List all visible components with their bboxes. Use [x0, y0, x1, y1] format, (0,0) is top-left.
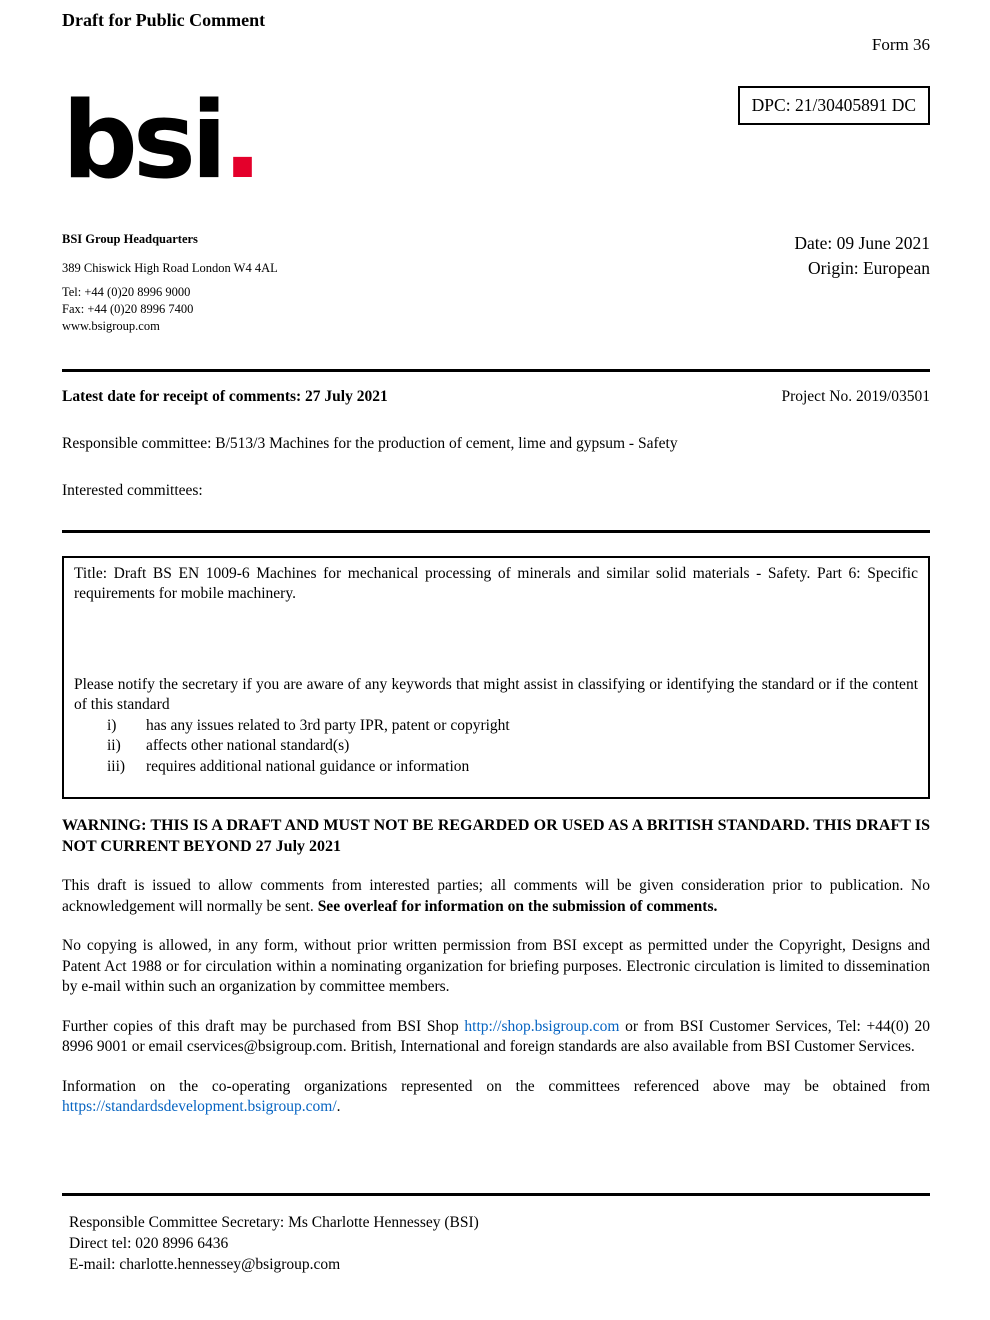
keyword-item-number: ii) — [107, 737, 121, 754]
cooperating-paragraph-text-post: . — [336, 1098, 341, 1115]
cooperating-paragraph-text: Information on the co-operating organizations represented on the committees referenced above may be obtained from — [62, 1077, 930, 1095]
comments-paragraph-bold: See overleaf for information on the submission of comments. — [317, 897, 718, 915]
latest-date-row — [62, 387, 930, 408]
divider-middle — [62, 530, 930, 533]
divider-top — [62, 369, 930, 372]
dpc-number-box — [738, 86, 930, 125]
headquarters-block — [62, 231, 278, 335]
project-number: Project No. 2019/03501 — [781, 388, 930, 405]
hq-website: www.bsigroup.com — [62, 319, 160, 333]
copyright-paragraph: No copying is allowed, in any form, without prior written permission from BSI except as permitted under the Copyright, Designs and Patent Act 1988 or for circulation within a nominating organization for briefing purposes. Electronic circulation is limited to dissemination by e-mail within such an organization by committee members. — [62, 937, 930, 995]
direct-tel-line: Direct tel: 020 8996 6436 — [69, 1234, 229, 1252]
keyword-item-number: iii) — [107, 757, 126, 775]
document-header — [62, 0, 930, 369]
bsi-shop-link[interactable]: http://shop.bsigroup.com — [464, 1017, 620, 1035]
keywords-notice: Please notify the secretary if you are aware of any keywords that might assist in classifying or identifying the standard or if the content of this standard — [74, 675, 918, 713]
title-box — [62, 556, 930, 800]
footer-block — [62, 1212, 930, 1275]
origin-line: Origin: European — [808, 258, 930, 278]
email-line: E-mail: charlotte.hennessey@bsigroup.com — [69, 1255, 341, 1273]
draft-for-public-comment-heading: Draft for Public Comment — [62, 10, 266, 30]
keyword-item-text: affects other national standard(s) — [146, 737, 350, 754]
keyword-item-text: requires additional national guidance or information — [146, 757, 470, 775]
keyword-list — [74, 716, 918, 778]
interested-committees-line: Interested committees: — [62, 482, 203, 499]
hq-address: 389 Chiswick High Road London W4 4AL — [62, 261, 278, 275]
keyword-item — [74, 757, 918, 778]
bsi-logo — [62, 79, 258, 202]
bsi-logo-dot: . — [222, 79, 258, 202]
keyword-item-text: has any issues related to 3rd party IPR, patent or copyright — [146, 716, 510, 734]
cooperating-paragraph — [62, 1077, 930, 1118]
purchase-paragraph-text: Further copies of this draft may be purchased from BSI Shop — [62, 1017, 465, 1035]
keyword-item — [74, 736, 918, 757]
responsible-committee-line: Responsible committee: B/513/3 Machines for the production of cement, lime and gypsum - Safety — [62, 434, 678, 452]
date-origin-block — [794, 231, 930, 281]
keyword-item — [74, 716, 918, 737]
date-line: Date: 09 June 2021 — [794, 233, 930, 253]
purchase-paragraph-text-post: or from BSI Customer Services, Tel: +44(0) 20 8996 9001 or email cservices@bsigroup.com. British, International and foreign standards are also available from BSI Customer Services. — [62, 1017, 931, 1055]
comments-paragraph — [62, 876, 930, 917]
standards-development-link[interactable]: https://standardsdevelopment.bsigroup.com/ — [62, 1098, 337, 1115]
hq-fax: Fax: +44 (0)20 8996 7400 — [62, 302, 194, 316]
bsi-logo-text: bsi — [62, 79, 223, 202]
secretary-line: Responsible Committee Secretary: Ms Charlotte Hennessey (BSI) — [69, 1213, 479, 1231]
standard-title: Title: Draft BS EN 1009-6 Machines for mechanical processing of minerals and similar solid materials - Safety. Part 6: Specific requirements for mobile machinery. — [74, 564, 918, 602]
purchase-paragraph — [62, 1017, 930, 1058]
hq-tel: Tel: +44 (0)20 8996 9000 — [62, 285, 191, 299]
latest-date-line: Latest date for receipt of comments: 27 July 2021 — [62, 388, 388, 405]
form-number: Form 36 — [871, 35, 930, 54]
warning-text: WARNING: THIS IS A DRAFT AND MUST NOT BE REGARDED OR USED AS A BRITISH STANDARD. THIS DRAFT IS NOT CURRENT BEYOND 27 July 2021 — [62, 817, 930, 855]
hq-name: BSI Group Headquarters — [62, 232, 198, 246]
comments-paragraph-text: This draft is issued to allow comments from interested parties; all comments will be given consideration prior to publication. No acknowledgement will normally be sent. — [62, 877, 930, 915]
divider-bottom — [62, 1193, 930, 1196]
dpc-number: DPC: 21/30405891 DC — [751, 95, 916, 115]
keyword-item-number: i) — [107, 716, 117, 734]
